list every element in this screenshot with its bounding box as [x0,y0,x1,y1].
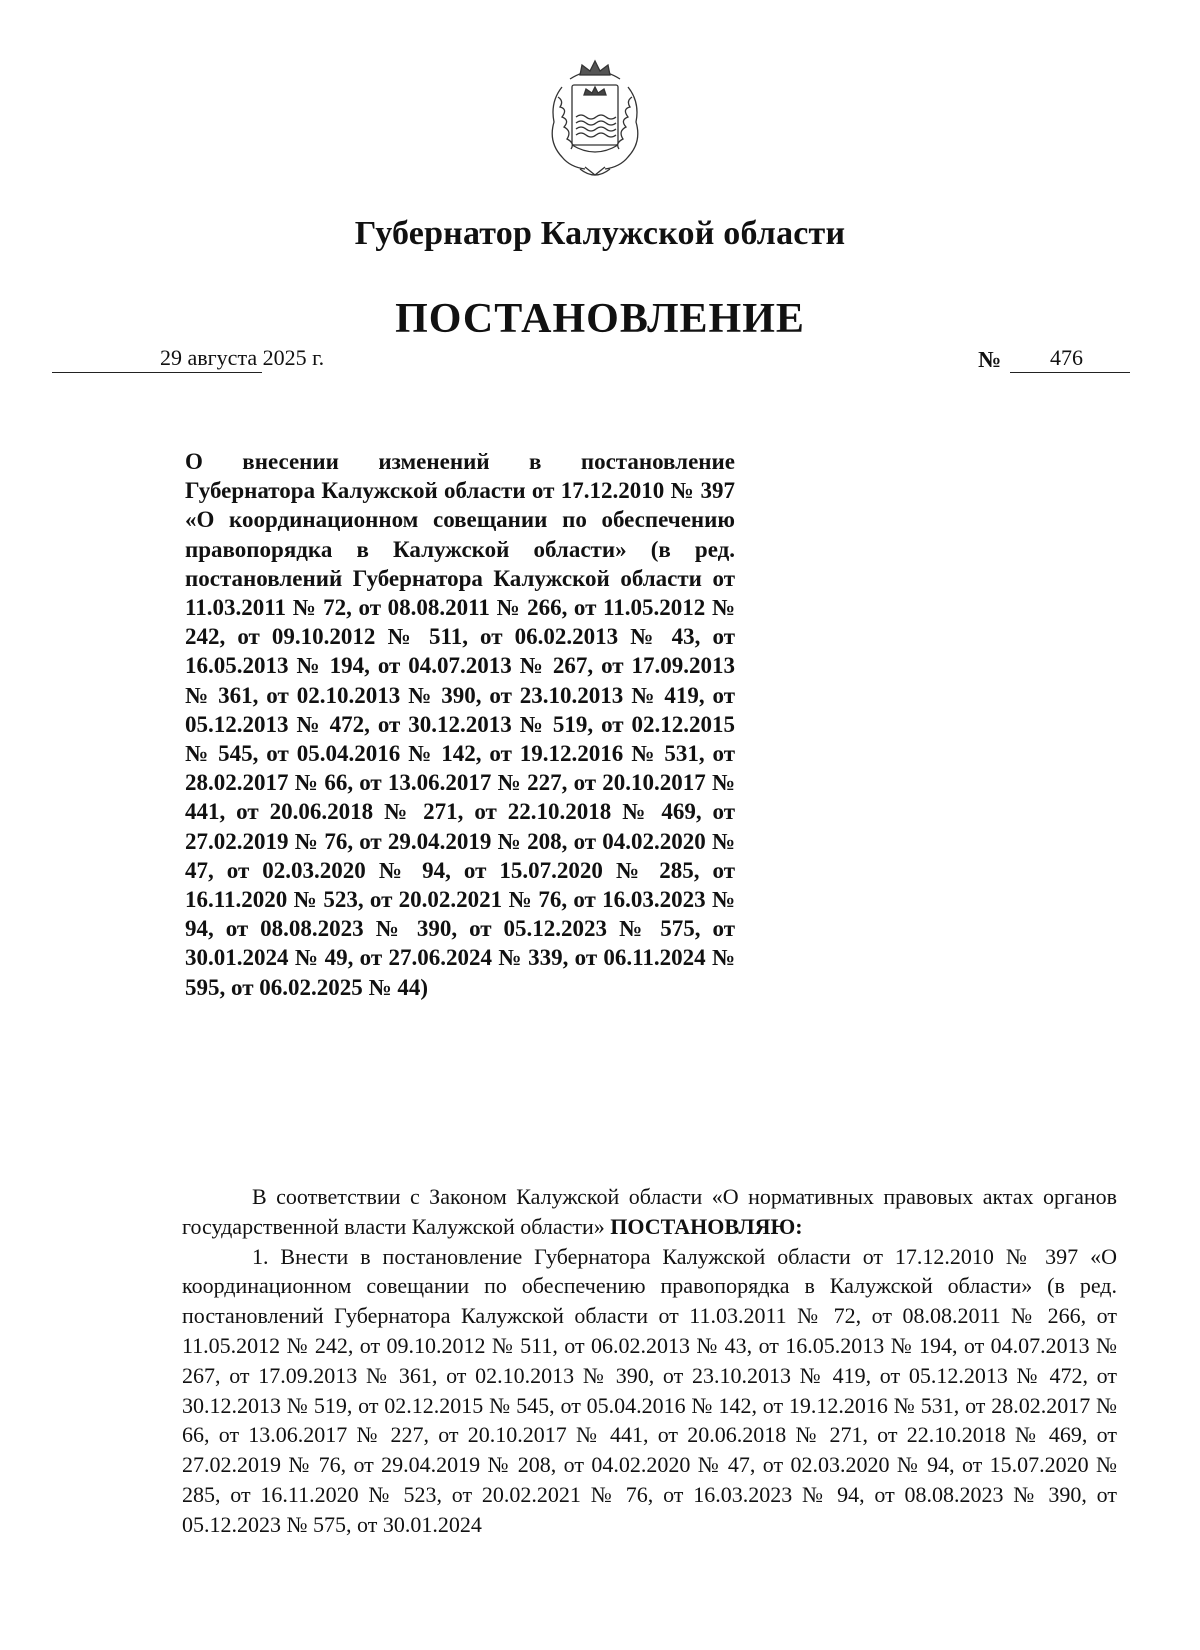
preamble-paragraph [182,1182,1117,1242]
preamble-text: В соответствии с Законом Калужской области «О нормативных правовых актах органов государственной власти Калужской области» [182,1184,1117,1239]
document-number: 476 [1050,345,1083,370]
document-subject: О внесении изменений в постановление Губернатора Калужской области от 17.12.2010 № 397 «О координационном совещании по обеспечению правопорядка в Калужской области» (в ред. постановлений Губернатора Калужской области от 11.03.2011 № 72, от 08.08.2011 № 266, от 11.05.2012 № 242, от 09.10.2012 № 511, от 06.02.2013 № 43, от 16.05.2013 № 194, от 04.07.2013 № 267, от 17.09.2013 № 361, от 02.10.2013 № 390, от 23.10.2013 № 419, от 05.12.2013 № 472, от 30.12.2013 № 519, от 02.12.2015 № 545, от 05.04.2016 № 142, от 19.12.2016 № 531, от 28.02.2017 № 66, от 13.06.2017 № 227, от 20.10.2017 № 441, от 20.06.2018 № 271, от 22.10.2018 № 469, от 27.02.2019 № 76, от 29.04.2019 № 208, от 04.02.2020 № 47, от 02.03.2020 № 94, от 15.07.2020 № 285, от 16.11.2020 № 523, от 20.02.2021 № 76, от 16.03.2023 № 94, от 08.08.2023 № 390, от 05.12.2023 № 575, от 30.01.2024 № 49, от 27.06.2024 № 339, от 06.11.2024 № 595, от 06.02.2025 № 44) [185,449,735,1000]
kaluga-region-coat-of-arms-icon [540,57,650,182]
item-1-paragraph: 1. Внести в постановление Губернатора Калужской области от 17.12.2010 № 397 «О координационном совещании по обеспечению правопорядка в Калужской области» (в ред. постановлений Губернатора Калужской области от 11.03.2011 № 72, от 08.08.2011 № 266, от 11.05.2012 № 242, от 09.10.2012 № 511, от 06.02.2013 № 43, от 16.05.2013 № 194, от 04.07.2013 № 267, от 17.09.2013 № 361, от 02.10.2013 № 390, от 23.10.2013 № 419, от 05.12.2013 № 472, от 30.12.2013 № 519, от 02.12.2015 № 545, от 05.04.2016 № 142, от 19.12.2016 № 531, от 28.02.2017 № 66, от 13.06.2017 № 227, от 20.10.2017 № 441, от 20.06.2018 № 271, от 22.10.2018 № 469, от 27.02.2019 № 76, от 29.04.2019 № 208, от 04.02.2020 № 47, от 02.03.2020 № 94, от 15.07.2020 № 285, от 16.11.2020 № 523, от 20.02.2021 № 76, от 16.03.2023 № 94, от 08.08.2023 № 390, от 05.12.2023 № 575, от 30.01.2024 [182,1243,1117,1537]
document-date: 29 августа 2025 г. [160,345,325,370]
date-underline [52,372,262,373]
document-body [182,1182,1117,1540]
resolve-word: ПОСТАНОВЛЯЮ: [610,1213,803,1239]
issuer-title: Губернатор Калужской области [354,215,846,252]
coat-of-arms-emblem [540,57,650,182]
number-label: № [978,347,1002,372]
document-type-title: ПОСТАНОВЛЕНИЕ [395,296,805,342]
number-underline [1010,372,1130,373]
